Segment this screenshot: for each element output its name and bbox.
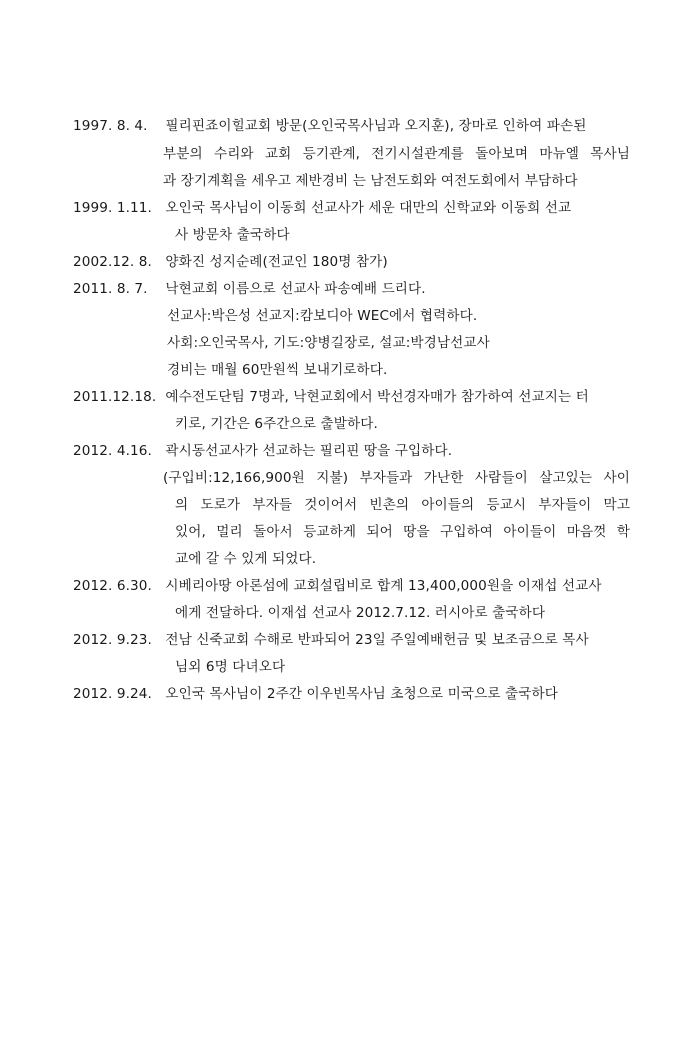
entry-date: 2002.12. 8. (73, 254, 152, 270)
entry-text: 의 도로가 부자들 것이어서 빈촌의 아이들의 등교시 부자들이 막고 (175, 497, 630, 513)
entry-line (73, 630, 589, 650)
entry-line (73, 252, 388, 272)
entry-text: 예수전도단팀 7명과, 낙현교회에서 박선경자매가 참가하여 선교지는 터 (165, 389, 589, 405)
entry-text: (구입비:12,166,900원 지불) 부자들과 가난한 사람들이 살고있는 사이 (163, 470, 630, 486)
entry-text: 낙현교회 이름으로 선교사 파송예배 드리다. (165, 281, 426, 297)
entry-text: 양화진 성지순례(전교인 180명 참가) (165, 254, 388, 270)
entry-line (73, 387, 589, 407)
entry-text: 있어, 멀리 돌아서 등교하게 되어 땅을 구입하여 아이들이 마음껏 학 (175, 524, 630, 540)
entry-text: 전남 신죽교회 수해로 반파되어 23일 주일예배헌금 및 보조금으로 목사 (165, 632, 589, 648)
entry-line (73, 576, 602, 596)
entry-text: 에게 전달하다. 이재섭 선교사 2012.7.12. 러시아로 출국하다 (175, 605, 546, 621)
entry-text: 교에 갈 수 있게 되었다. (175, 551, 317, 567)
entry-text: 시베리아땅 아론섬에 교회설립비로 합계 13,400,000원을 이재섭 선교사 (165, 578, 602, 594)
entry-text: 부분의 수리와 교회 등기관계, 전기시설관계를 돌아보며 마뉴엘 목사님 (163, 146, 630, 162)
entry-date: 1999. 1.11. (73, 200, 152, 216)
entry-text: 사회:오인국목사, 기도:양병길장로, 설교:박경남선교사 (167, 335, 490, 351)
entry-text: 선교사:박은성 선교지:캄보디아 WEC에서 협력하다. (167, 308, 478, 324)
entry-date: 2012. 6.30. (73, 578, 152, 594)
entry-date: 2011. 8. 7. (73, 281, 148, 297)
entry-date: 2011.12.18. (73, 389, 157, 405)
entry-line (73, 116, 586, 136)
entry-text: 경비는 매월 60만원씩 보내기로하다. (167, 362, 388, 378)
entry-line (73, 279, 426, 299)
entry-line (73, 441, 452, 461)
entry-text: 필리핀죠이힐교회 방문(오인국목사님과 오지훈), 장마로 인하여 파손된 (165, 118, 587, 134)
entry-date: 2012. 9.23. (73, 632, 152, 648)
entry-text: 오인국 목사님이 2주간 이우빈목사님 초청으로 미국으로 출국하다 (165, 686, 558, 702)
entry-text: 님외 6명 다녀오다 (175, 659, 286, 675)
entry-line (73, 684, 558, 704)
entry-text: 오인국 목사님이 이동희 선교사가 세운 대만의 신학교와 이동희 선교 (165, 200, 572, 216)
entry-line (73, 198, 571, 218)
entry-text: 곽시동선교사가 선교하는 필리핀 땅을 구입하다. (165, 443, 453, 459)
entry-text: 과 장기계획을 세우고 제반경비 는 남전도회와 여전도회에서 부담하다 (163, 173, 578, 189)
entry-text: 키로, 기간은 6주간으로 출발하다. (175, 416, 378, 432)
entry-date: 1997. 8. 4. (73, 118, 148, 134)
entry-text: 사 방문차 출국하다 (175, 227, 290, 243)
entry-date: 2012. 9.24. (73, 686, 152, 702)
entry-date: 2012. 4.16. (73, 443, 152, 459)
